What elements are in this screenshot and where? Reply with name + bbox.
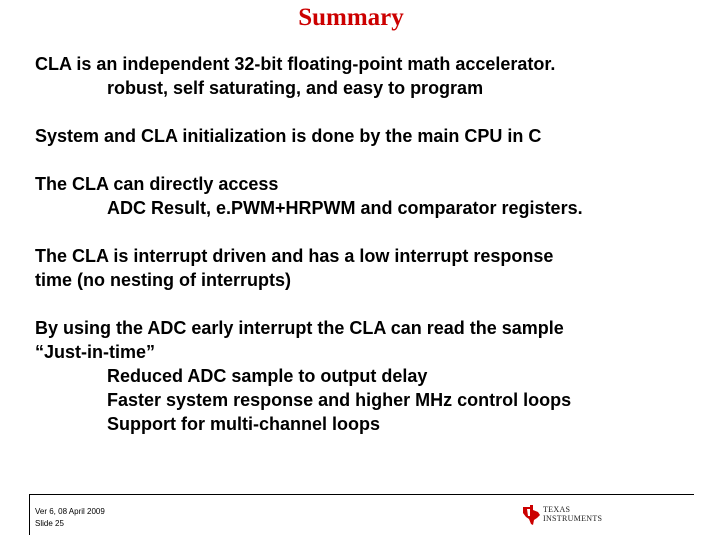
p5-line4: Faster system response and higher MHz control loops [107,390,572,410]
p5-line2: “Just-in-time” [35,342,156,362]
logo-line2: INSTRUMENTS [543,514,603,523]
p5-line1: By using the ADC early interrupt the CLA can read the sample [35,318,564,338]
p3-line1: The CLA can directly access [35,174,279,194]
p1-line2: robust, self saturating, and easy to program [107,78,484,98]
slide-content [35,52,705,436]
ti-state-icon [521,504,541,526]
p5-line5: Support for multi-channel loops [107,414,380,434]
footer [29,494,694,535]
p5-line3: Reduced ADC sample to output delay [107,366,428,386]
slide-title: Summary [298,4,404,31]
p3-line2: ADC Result, e.PWM+HRPWM and comparator registers. [107,198,583,218]
p1-line1: CLA is an independent 32-bit floating-point math accelerator. [35,54,556,74]
slide-number: Slide 25 [35,519,64,528]
logo-wordmark [543,505,602,523]
logo-line1: TEXAS [543,505,571,514]
texas-instruments-logo [521,504,641,526]
version-text: Ver 6, 08 April 2009 [35,507,105,516]
p2-line1: System and CLA initialization is done by the main CPU in C [35,126,542,146]
p4-line2: time (no nesting of interrupts) [35,270,291,290]
p4-line1: The CLA is interrupt driven and has a low interrupt response [35,246,554,266]
